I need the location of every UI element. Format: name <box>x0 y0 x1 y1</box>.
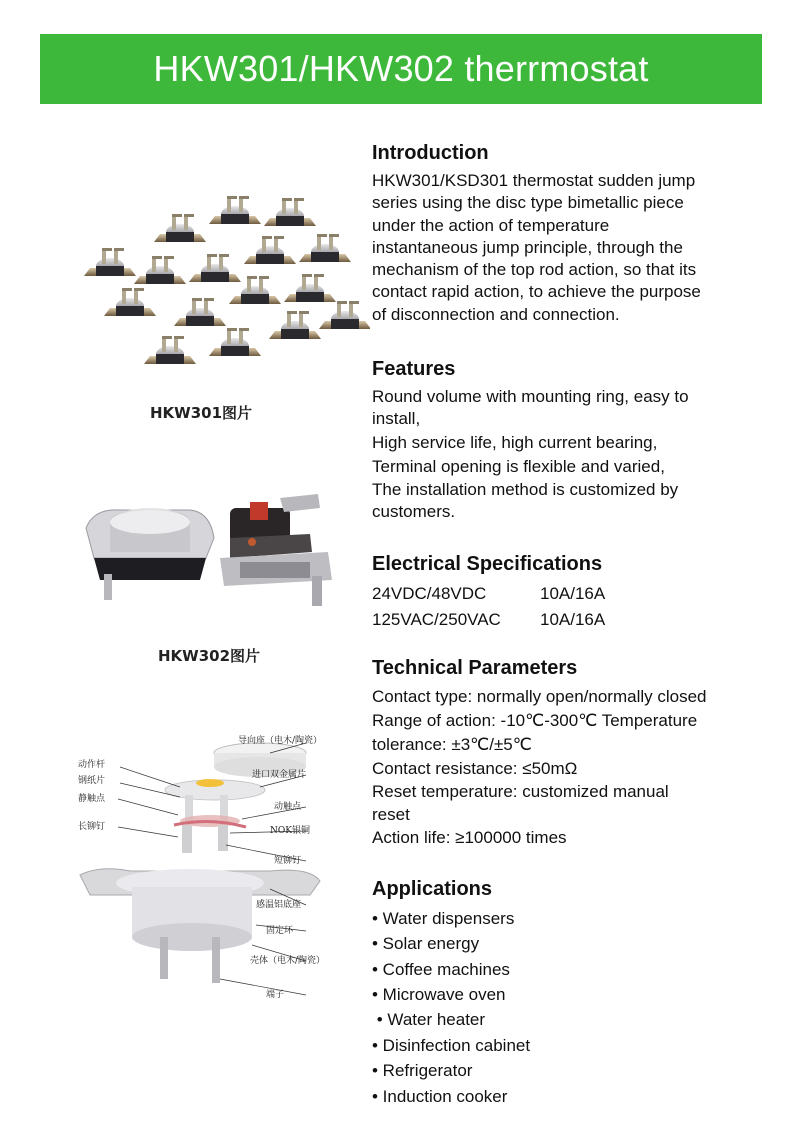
thermostat-unit-10 <box>284 274 336 302</box>
label-guide-seat: 导向座（电木/陶瓷） <box>238 736 323 746</box>
label-aluminum-base: 感温铝底座 <box>256 900 302 910</box>
applications-title: Applications <box>372 877 493 900</box>
intro-line: instantaneous jump principle, through the <box>372 237 683 257</box>
intro-line: of disconnection and connection. <box>372 304 620 324</box>
thermostat-unit-2 <box>264 198 316 226</box>
applications-section <box>372 876 772 1109</box>
feature-line: Round volume with mounting ring, easy to <box>372 387 689 407</box>
thermostat-unit-1 <box>209 196 261 224</box>
thermostat-unit-5 <box>299 234 351 262</box>
structure-diagram <box>70 725 360 1015</box>
features-section <box>372 356 772 523</box>
application-item: • Solar energy <box>372 934 480 954</box>
label-fixing-ring: 固定环 <box>266 926 294 936</box>
application-item: • Induction cooker <box>372 1086 508 1106</box>
introduction-section <box>372 140 772 326</box>
spec-voltage: 125VAC/250VAC <box>372 610 501 630</box>
label-action-rod: 动作杆 <box>78 760 106 770</box>
application-item: • Refrigerator <box>372 1061 473 1081</box>
label-steel-sheet: 钢纸片 <box>78 776 106 786</box>
label-static-contact: 静触点 <box>78 794 106 804</box>
spec-row <box>372 581 772 607</box>
thermostat-unit-16 <box>209 328 261 356</box>
spec-row <box>372 607 772 633</box>
intro-line: contact rapid action, to achieve the purpose <box>372 282 701 302</box>
application-item: • Water dispensers <box>372 908 515 928</box>
tech-line: tolerance: ±3℃/±5℃ <box>372 735 532 755</box>
intro-line: HKW301/KSD301 thermostat sudden jump <box>372 171 696 190</box>
tech-line: Contact type: normally open/normally closed <box>372 687 707 707</box>
tech-line: Contact resistance: ≤50mΩ <box>372 759 578 779</box>
hkw301-caption: HKW301图片 <box>150 404 253 422</box>
intro-line: mechanism of the top rod action, so that its <box>372 260 697 280</box>
hkw302-caption: HKW302图片 <box>158 647 261 665</box>
electrical-title: Electrical Specifications <box>372 553 603 576</box>
label-housing: 壳体（电木/陶瓷） <box>250 956 326 966</box>
features-title: Features <box>372 358 456 381</box>
application-item: • Water heater <box>372 1010 486 1030</box>
tech-line: Reset temperature: customized manual <box>372 782 669 802</box>
feature-line: High service life, high current bearing, <box>372 432 658 452</box>
application-item: • Disinfection cabinet <box>372 1035 531 1055</box>
application-item: • Microwave oven <box>372 985 506 1005</box>
spec-current: 10A/16A <box>540 584 606 604</box>
technical-section <box>372 655 772 850</box>
label-long-rivet: 长铆钉 <box>78 822 106 832</box>
label-nok-silver-copper: NOK银铜 <box>270 826 310 836</box>
feature-line: The installation method is customized by <box>372 479 679 499</box>
hkw302-product-image <box>80 488 350 618</box>
application-item: • Coffee machines <box>372 959 510 979</box>
thermostat-unit-4 <box>244 236 296 264</box>
thermostat-unit-15 <box>144 336 196 364</box>
tech-line: Range of action: -10℃-300℃ Temperature <box>372 711 698 731</box>
hkw301-product-image <box>50 190 370 390</box>
tech-line: reset <box>372 804 410 824</box>
thermostat-unit-3 <box>154 214 206 242</box>
page-title: HKW301/HKW302 therrmostat <box>153 48 649 89</box>
spec-current: 10A/16A <box>540 610 606 630</box>
thermostat-unit-7 <box>134 256 186 284</box>
label-imported-bimetal: 进口双金属片 <box>252 770 307 780</box>
feature-line: install, <box>372 409 421 429</box>
thermostat-unit-12 <box>174 298 226 326</box>
thermostat-unit-8 <box>189 254 241 282</box>
intro-line: under the action of temperature <box>372 215 610 235</box>
feature-line: Terminal opening is flexible and varied, <box>372 456 665 476</box>
technical-title: Technical Parameters <box>372 657 578 680</box>
thermostat-unit-6 <box>84 248 136 276</box>
feature-line: customers. <box>372 501 456 521</box>
thermostat-unit-11 <box>104 288 156 316</box>
tech-line: Action life: ≥100000 times <box>372 827 567 847</box>
label-terminal: 端子 <box>266 990 285 1000</box>
page-title-banner <box>40 34 762 104</box>
label-moving-contact: 动触点 <box>274 802 302 812</box>
intro-line: series using the disc type bimetallic piece <box>372 193 684 213</box>
introduction-title: Introduction <box>372 142 489 164</box>
spec-column <box>372 140 772 1109</box>
thermostat-unit-14 <box>319 301 370 329</box>
label-short-rivet: 短铆钉 <box>274 856 302 866</box>
thermostat-unit-13 <box>269 311 321 339</box>
spec-voltage: 24VDC/48VDC <box>372 584 487 604</box>
electrical-section <box>372 551 772 633</box>
